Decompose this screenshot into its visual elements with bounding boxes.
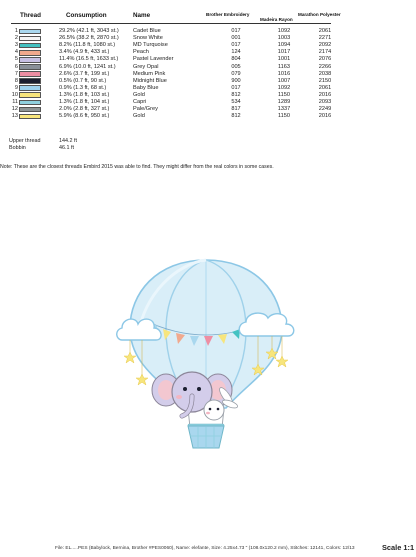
marathon-code: 2076 <box>318 56 332 63</box>
thread-consumption: 1.3% (1.8 ft, 104 st.) <box>59 99 110 105</box>
thread-name: Pale/Grey <box>133 106 158 113</box>
madeira-code: 1016 <box>277 70 291 77</box>
brother-code: 005 <box>231 63 241 70</box>
thread-number: 7 <box>14 70 18 77</box>
brother-code: 534 <box>231 99 241 105</box>
thread-name: Midnight Blue <box>133 77 167 84</box>
marathon-code: 2174 <box>318 49 332 56</box>
brother-code: 017 <box>231 28 241 34</box>
madeira-code: 1003 <box>277 35 291 42</box>
thread-consumption: 2.6% (3.7 ft, 199 st.) <box>59 70 110 77</box>
thread-color-swatch <box>19 57 41 63</box>
madeira-code: 1163 <box>277 63 291 70</box>
brother-code: 804 <box>231 56 241 63</box>
thread-row <box>0 78 416 85</box>
brother-code: 817 <box>231 106 241 113</box>
thread-name: Baby Blue <box>133 84 159 91</box>
thread-row <box>0 56 416 63</box>
thread-consumption: 2.0% (2.8 ft, 327 st.) <box>59 106 110 113</box>
name-column-header: Name <box>133 12 151 19</box>
marathon-code: 2061 <box>318 84 332 91</box>
madeira-code: 1001 <box>277 56 291 63</box>
thread-row <box>0 92 416 99</box>
embroidery-design-image <box>108 258 304 452</box>
balloon-basket <box>188 424 224 448</box>
thread-consumption: 29.2% (42.1 ft, 3043 st.) <box>59 28 119 34</box>
thread-row <box>0 35 416 42</box>
thread-name: Gold <box>133 91 145 98</box>
thread-color-swatch <box>19 100 41 106</box>
thread-consumption: 11.4% (16.5 ft, 1633 st.) <box>59 56 119 63</box>
thread-color-swatch <box>19 107 41 113</box>
thread-name: Pastel Lavender <box>133 56 174 63</box>
thread-name: Capri <box>133 99 147 105</box>
thread-name: Snow White <box>133 35 163 42</box>
thread-name: Grey Opal <box>133 63 159 70</box>
thread-consumption: 8.2% (11.8 ft, 1080 st.) <box>59 42 116 49</box>
thread-row <box>0 71 416 78</box>
thread-color-swatch <box>19 36 41 42</box>
thread-number: 6 <box>14 63 18 70</box>
thread-consumption: 1.3% (1.8 ft, 103 st.) <box>59 91 110 98</box>
thread-row <box>0 42 416 49</box>
thread-consumption: 0.9% (1.3 ft, 68 st.) <box>59 84 107 91</box>
scale-label: Scale 1:1 <box>382 543 415 552</box>
brother-code: 900 <box>231 77 241 84</box>
thread-row <box>0 49 416 56</box>
brother-code: 079 <box>231 70 241 77</box>
marathon-code: 2266 <box>318 63 332 70</box>
thread-name: Medium Pink <box>133 70 166 77</box>
madeira-code: 1150 <box>277 91 291 98</box>
madeira-code: 1017 <box>277 49 291 56</box>
thread-color-swatch <box>19 50 41 56</box>
thread-number: 3 <box>14 42 18 49</box>
file-info-footer: File: EL.....PES (Babylock, Bernina, Brother #PES0060), Name: elefante, Size: 4.25x4.73 " (108.0x120.2 mm), Stitches: 12141, Colors: 12/13 <box>55 546 355 551</box>
bobbin-label: Bobbin <box>9 145 26 151</box>
upper-thread-value: 144.2 ft <box>59 138 77 144</box>
thread-color-swatch <box>19 29 41 35</box>
thread-row <box>0 113 416 120</box>
thread-color-swatch <box>19 43 41 49</box>
marathon-code: 2092 <box>318 42 332 49</box>
thread-color-swatch <box>19 71 41 77</box>
marathon-code: 2016 <box>318 113 332 120</box>
thread-name: Cadet Blue <box>133 28 161 34</box>
madeira-code: 1337 <box>277 106 291 113</box>
thread-row <box>0 106 416 113</box>
thread-consumption: 6.9% (10.0 ft, 1241 st.) <box>59 63 116 70</box>
thread-color-swatch <box>19 85 41 91</box>
thread-column-header: Thread <box>20 12 41 19</box>
thread-note: Note: These are the closest threads Embird 2015 was able to find. They might differ from the real colors in some cases. <box>0 164 274 170</box>
brother-code: 812 <box>231 91 241 98</box>
thread-number: 1 <box>14 28 18 34</box>
madeira-code: 1150 <box>277 113 291 120</box>
thread-consumption: 26.5% (38.2 ft, 2870 st.) <box>59 35 119 42</box>
marathon-code: 2016 <box>318 91 332 98</box>
thread-row <box>0 85 416 92</box>
thread-consumption: 3.4% (4.9 ft, 433 st.) <box>59 49 110 56</box>
marathon-code: 2249 <box>318 106 332 113</box>
thread-consumption: 0.5% (0.7 ft, 90 st.) <box>59 77 107 84</box>
thread-number: 13 <box>11 113 18 120</box>
madeira-code: 1092 <box>277 84 291 91</box>
thread-color-swatch <box>19 114 41 120</box>
marathon-code: 2271 <box>318 35 332 42</box>
thread-number: 11 <box>12 99 18 105</box>
marathon-code: 2061 <box>318 28 332 34</box>
thread-name: MD Turquoise <box>133 42 168 49</box>
right-cloud <box>239 313 294 336</box>
thread-number: 8 <box>14 77 18 84</box>
thread-color-swatch <box>19 64 41 70</box>
madeira-code: 1007 <box>277 77 291 84</box>
madeira-code: 1094 <box>277 42 291 49</box>
marathon-code: 2150 <box>318 77 332 84</box>
consumption-column-header: Consumption <box>66 12 107 19</box>
thread-number: 12 <box>11 106 18 113</box>
brother-column-header: Brother Embroidery <box>206 12 250 17</box>
brother-code: 001 <box>231 35 241 42</box>
thread-row <box>0 99 416 106</box>
brother-code: 124 <box>231 49 241 56</box>
thread-number: 9 <box>14 84 18 91</box>
thread-number: 2 <box>14 35 18 42</box>
thread-color-swatch <box>19 78 41 84</box>
marathon-code: 2038 <box>318 70 332 77</box>
madeira-code: 1289 <box>277 99 291 105</box>
marathon-column-header: Marathon Polyester <box>298 12 341 17</box>
thread-name: Peach <box>133 49 149 56</box>
thread-row <box>0 28 416 35</box>
madeira-column-header: Madeira Rayon <box>260 17 293 22</box>
thread-number: 4 <box>14 49 18 56</box>
marathon-code: 2093 <box>318 99 332 105</box>
brother-code: 017 <box>231 84 241 91</box>
thread-number: 5 <box>14 56 18 63</box>
upper-thread-label: Upper thread <box>9 138 41 144</box>
madeira-code: 1092 <box>277 28 291 34</box>
thread-name: Gold <box>133 113 145 120</box>
brother-code: 812 <box>231 113 241 120</box>
header-divider <box>11 23 331 24</box>
thread-color-swatch <box>19 92 41 98</box>
thread-number: 10 <box>11 91 18 98</box>
thread-consumption: 5.9% (8.6 ft, 950 st.) <box>59 113 110 120</box>
brother-code: 017 <box>231 42 241 49</box>
thread-row <box>0 64 416 71</box>
bobbin-value: 46.1 ft <box>59 145 74 151</box>
